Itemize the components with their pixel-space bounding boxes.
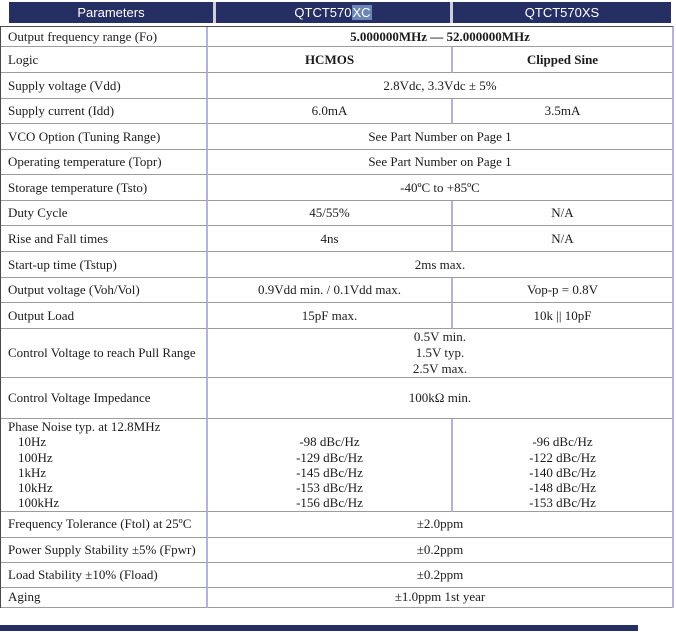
value-xc: 4ns xyxy=(208,226,453,252)
table-row xyxy=(1,124,672,150)
param-label: Load Stability ±10% (Fload) xyxy=(1,563,208,588)
value-line: 2.5V max. xyxy=(412,361,468,376)
row-value: See Part Number on Page 1 xyxy=(208,124,672,150)
phase-noise-title: Phase Noise typ. at 12.8MHz xyxy=(8,419,161,434)
table-row xyxy=(1,99,672,124)
row-value: ±2.0ppm xyxy=(208,512,672,538)
table-row xyxy=(1,226,672,252)
param-label: Power Supply Stability ±5% (Fpwr) xyxy=(1,538,208,563)
freq-label: 10kHz xyxy=(18,480,53,496)
row-value: ±0.2ppm xyxy=(208,563,672,588)
row-value: 100kΩ min. xyxy=(208,378,672,419)
param-label: Control Voltage Impedance xyxy=(1,378,208,419)
row-value: ±1.0ppm 1st year xyxy=(208,588,672,608)
value-line: -153 dBc/Hz xyxy=(529,495,596,511)
value-xs: 10k || 10pF xyxy=(453,303,672,329)
value-line: -145 dBc/Hz xyxy=(296,464,363,480)
value-xc: HCMOS xyxy=(208,47,453,73)
param-label: Aging xyxy=(1,588,208,608)
param-label: VCO Option (Tuning Range) xyxy=(1,124,208,150)
table-row xyxy=(1,73,672,99)
value-xs: Clipped Sine xyxy=(453,47,672,73)
value-line: 1.5V typ. xyxy=(415,345,465,360)
param-label: Duty Cycle xyxy=(1,201,208,226)
value-line: -96 dBc/Hz xyxy=(532,434,593,450)
param-label: Output voltage (Voh/Vol) xyxy=(1,278,208,303)
table-row xyxy=(1,329,672,378)
value-xc: 0.9Vdd min. / 0.1Vdd max. xyxy=(208,278,453,303)
value-line: 0.5V min. xyxy=(413,329,467,344)
param-label: Logic xyxy=(1,47,208,73)
header-model-qtct570xs: QTCT570XS xyxy=(524,5,600,20)
param-label: Frequency Tolerance (Ftol) at 25ºC xyxy=(1,512,208,538)
value-line: -98 dBc/Hz xyxy=(299,434,360,450)
table-row xyxy=(1,252,672,278)
param-label: Rise and Fall times xyxy=(1,226,208,252)
table-row xyxy=(1,150,672,175)
param-label: Operating temperature (Topr) xyxy=(1,150,208,175)
table-row xyxy=(1,588,672,608)
header-model-qtct570xc xyxy=(216,2,450,23)
value-xs: 3.5mA xyxy=(453,99,672,124)
value-xc: 6.0mA xyxy=(208,99,453,124)
row-value: 2.8Vdc, 3.3Vdc ± 5% xyxy=(208,73,672,99)
spec-table xyxy=(0,26,674,608)
row-value: 5.000000MHz — 52.000000MHz xyxy=(208,27,672,47)
value-line: -156 dBc/Hz xyxy=(296,495,363,511)
value-xs: N/A xyxy=(453,201,672,226)
table-row xyxy=(1,563,672,588)
row-value: 2ms max. xyxy=(208,252,672,278)
param-label: Output Load xyxy=(1,303,208,329)
table-row xyxy=(1,47,672,73)
table-row xyxy=(1,278,672,303)
value-line: -129 dBc/Hz xyxy=(296,449,363,465)
table-row xyxy=(1,175,672,201)
value-line: -122 dBc/Hz xyxy=(529,449,596,465)
table-row xyxy=(1,512,672,538)
model1-selected-text: XC xyxy=(352,5,371,20)
value-xc: 15pF max. xyxy=(208,303,453,329)
freq-label: 10Hz xyxy=(18,434,47,450)
row-value: See Part Number on Page 1 xyxy=(208,150,672,175)
param-label: Storage temperature (Tsto) xyxy=(1,175,208,201)
value-line: -148 dBc/Hz xyxy=(529,480,596,496)
phase-noise-values-xc xyxy=(208,419,453,512)
table-row xyxy=(1,378,672,419)
table-row xyxy=(1,538,672,563)
value-xs: Vop-p = 0.8V xyxy=(453,278,672,303)
freq-label: 100kHz xyxy=(18,495,60,511)
param-label: Supply voltage (Vdd) xyxy=(1,73,208,99)
value-xc: 45/55% xyxy=(208,201,453,226)
header-parameters: Parameters xyxy=(77,5,145,20)
freq-label: 1kHz xyxy=(18,464,47,480)
table-row-phase-noise xyxy=(1,419,672,512)
table-row xyxy=(1,303,672,329)
table-row xyxy=(1,27,672,47)
bottom-rule xyxy=(0,625,638,631)
row-value: ±0.2ppm xyxy=(208,538,672,563)
param-label: Start-up time (Tstup) xyxy=(1,252,208,278)
param-label: Output frequency range (Fo) xyxy=(1,27,208,47)
row-value: -40ºC to +85ºC xyxy=(208,175,672,201)
param-label-phase-noise xyxy=(1,419,208,512)
row-value-multiline xyxy=(208,329,672,378)
value-xs: N/A xyxy=(453,226,672,252)
value-line: -153 dBc/Hz xyxy=(296,480,363,496)
param-label: Control Voltage to reach Pull Range xyxy=(1,329,208,378)
phase-noise-values-xs xyxy=(453,419,672,512)
table-header-band xyxy=(9,2,671,23)
param-label: Supply current (Idd) xyxy=(1,99,208,124)
freq-label: 100Hz xyxy=(18,449,53,465)
table-row xyxy=(1,201,672,226)
value-line: -140 dBc/Hz xyxy=(529,464,596,480)
model1-prefix: QTCT570 xyxy=(294,5,352,20)
